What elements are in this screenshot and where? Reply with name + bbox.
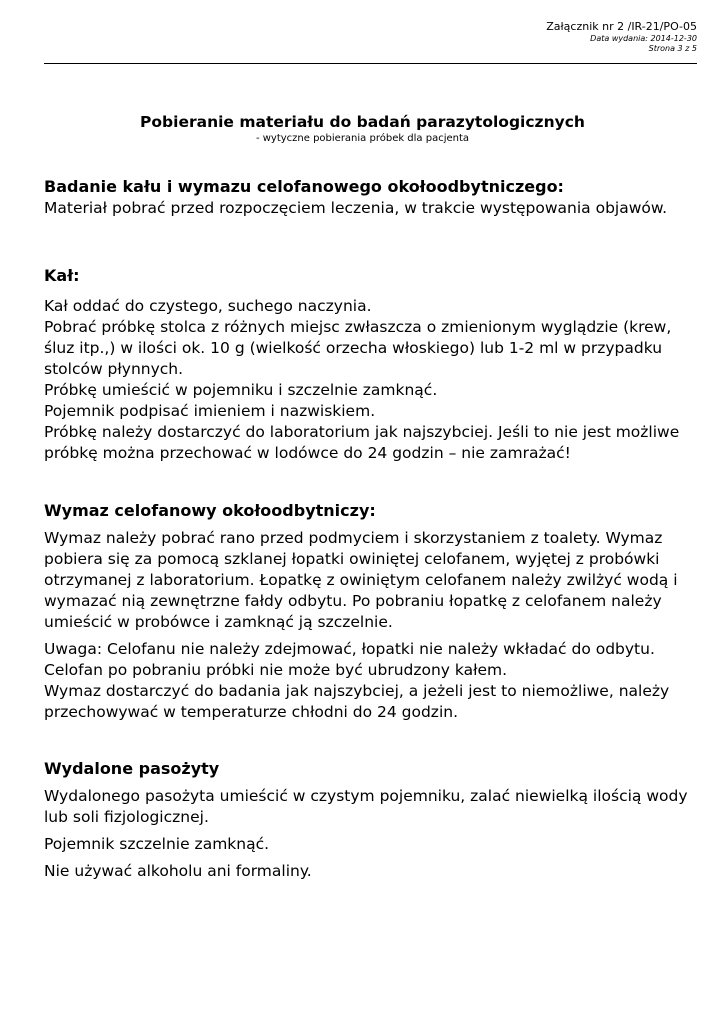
section-overview bbox=[44, 176, 694, 219]
page-number: Strona 3 z 5 bbox=[648, 44, 697, 53]
parasites-text: Wydalonego pasożyta umieścić w czystym pojemniku, zalać niewielką ilością wody lub soli fizjologicznej. bbox=[44, 787, 688, 826]
issue-date: Data wydania: 2014-12-30 bbox=[590, 34, 697, 43]
section-parasites-heading: Wydalone pasożyty bbox=[44, 759, 220, 778]
swab-note-line: Uwaga: Celofanu nie należy zdejmować, łopatki nie należy wkładać do odbytu. bbox=[44, 640, 655, 658]
parasites-text: Pojemnik szczelnie zamknąć. bbox=[44, 835, 270, 853]
swab-instructions: Wymaz należy pobrać rano przed podmyciem i skorzystaniem z toalety. Wymaz pobiera się za pomocą szklanej łopatki owiniętej celofanem, wyjętej z probówki otrzymanej z laboratorium. Łopatkę z owiniętym celofanem należy zwilżyć wodą i wymazać nią zewnętrzne fałdy odbytu. Po pobraniu łopatkę z celofanem należy umieścić w probówce i zamknąć ją szczelnie. bbox=[44, 529, 678, 631]
section-expelled-parasites bbox=[44, 758, 694, 882]
parasites-text: Nie używać alkoholu ani formaliny. bbox=[44, 862, 312, 880]
stool-line: Pobrać próbkę stolca z różnych miejsc zwłaszcza o zmienionym wyglądzie (krew, śluz itp.,) w ilości ok. 10 g (wielkość orzecha włoskiego) lub 1-2 ml w przypadku stolców płynnych. bbox=[44, 318, 672, 378]
document-title: Pobieranie materiału do badań parazytologicznych bbox=[140, 113, 585, 131]
swab-note-line: Wymaz dostarczyć do badania jak najszybciej, a jeżeli jest to niemożliwe, należy przechowywać w temperaturze chłodni do 24 godzin. bbox=[44, 682, 670, 721]
document-subtitle: - wytyczne pobierania próbek dla pacjenta bbox=[255, 133, 470, 144]
section-stool bbox=[44, 265, 694, 464]
section-swab-heading: Wymaz celofanowy okołoodbytniczy: bbox=[44, 501, 376, 520]
header-divider bbox=[44, 63, 697, 64]
stool-line: Próbkę umieścić w pojemniku i szczelnie zamknąć. bbox=[44, 381, 438, 399]
section-overview-heading: Badanie kału i wymazu celofanowego okołoodbytniczego: bbox=[44, 177, 564, 196]
swab-note-line: Celofan po pobraniu próbki nie może być ubrudzony kałem. bbox=[44, 661, 508, 679]
section-overview-text: Materiał pobrać przed rozpoczęciem leczenia, w trakcie występowania objawów. bbox=[44, 199, 668, 217]
title-block bbox=[0, 112, 725, 145]
attachment-code: Załącznik nr 2 /IR-21/PO-05 bbox=[546, 20, 697, 33]
stool-line: Pojemnik podpisać imieniem i nazwiskiem. bbox=[44, 402, 376, 420]
section-cellophane-swab bbox=[44, 500, 694, 723]
section-stool-heading: Kał: bbox=[44, 266, 80, 285]
document-header bbox=[546, 20, 697, 54]
stool-line: Kał oddać do czystego, suchego naczynia. bbox=[44, 297, 372, 315]
stool-line: Próbkę należy dostarczyć do laboratorium jak najszybciej. Jeśli to nie jest możliwe próbkę można przechować w lodówce do 24 godzin – nie zamrażać! bbox=[44, 423, 680, 462]
